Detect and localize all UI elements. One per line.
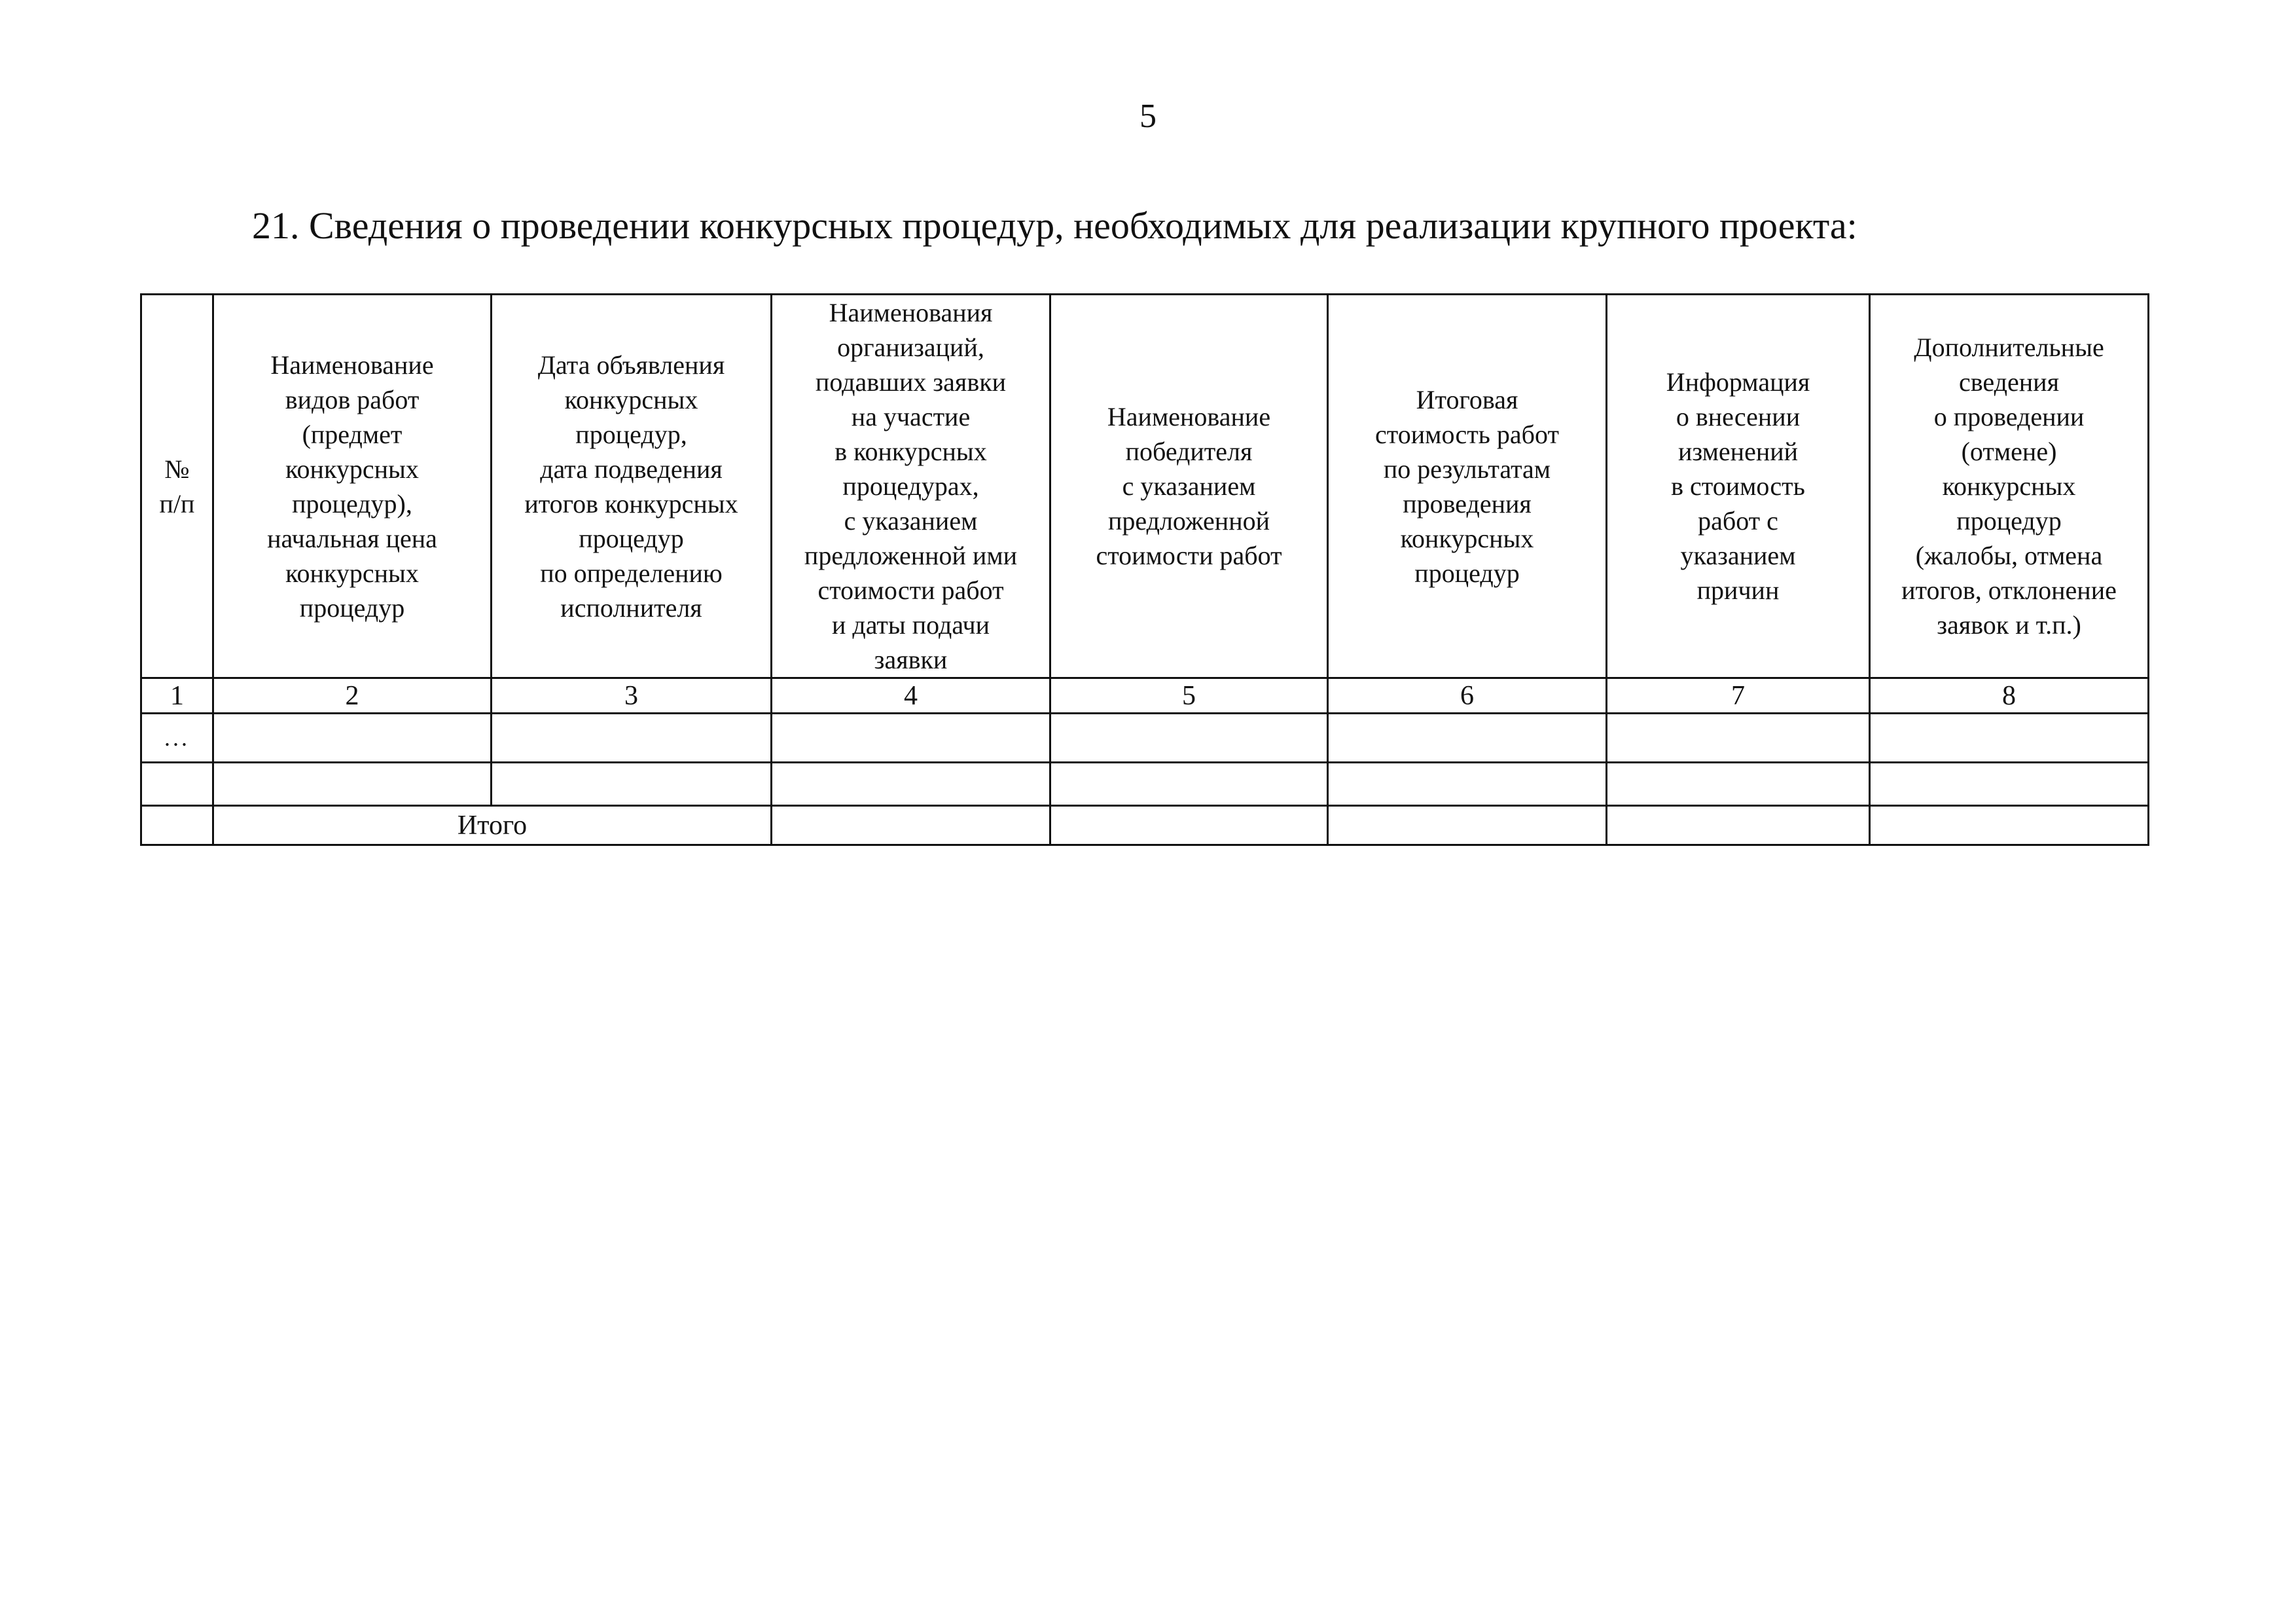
header-line: процедур bbox=[299, 593, 405, 623]
column-number: 7 bbox=[1607, 678, 1870, 714]
header-text-2 bbox=[218, 348, 486, 625]
header-line: конкурсных bbox=[1400, 523, 1534, 553]
table-cell bbox=[1870, 714, 2149, 763]
header-line: с указанием bbox=[1122, 471, 1256, 501]
header-line: конкурсных bbox=[285, 558, 419, 588]
header-line: Дополнительные bbox=[1914, 333, 2104, 362]
header-line: работ с bbox=[1698, 506, 1778, 536]
header-line: процедур bbox=[579, 523, 684, 553]
total-row bbox=[141, 806, 2149, 845]
table-cell bbox=[492, 714, 772, 763]
header-line: Наименование bbox=[270, 350, 434, 380]
column-number: 6 bbox=[1328, 678, 1607, 714]
header-cell-8 bbox=[1870, 295, 2149, 678]
header-line: победителя bbox=[1125, 437, 1253, 466]
header-line: стоимости работ bbox=[1096, 541, 1282, 570]
procedures-table bbox=[140, 293, 2149, 846]
header-line: процедур bbox=[1414, 558, 1520, 588]
table-cell bbox=[772, 714, 1050, 763]
header-line: начальная цена bbox=[267, 523, 437, 553]
header-line: процедур bbox=[1956, 506, 2062, 536]
header-line: стоимости работ bbox=[817, 575, 1004, 605]
header-line: видов работ bbox=[285, 384, 420, 414]
header-line: проведения bbox=[1403, 488, 1532, 519]
table-cell bbox=[772, 763, 1050, 806]
ellipsis-cell: ... bbox=[141, 714, 213, 763]
header-line: изменений bbox=[1677, 437, 1799, 466]
header-line: на участие bbox=[851, 402, 971, 431]
header-line: указанием bbox=[1680, 541, 1796, 570]
table-cell bbox=[141, 763, 213, 806]
header-cell-1 bbox=[141, 295, 213, 678]
header-line: процедур), bbox=[292, 488, 412, 519]
header-line: по определению bbox=[540, 558, 723, 588]
header-line: заявки bbox=[874, 645, 948, 674]
header-cell-5 bbox=[1050, 295, 1328, 678]
header-line: с указанием bbox=[844, 506, 978, 536]
section-heading: 21. Сведения о проведении конкурсных процедур, необходимых для реализации крупного проекта: bbox=[252, 204, 1857, 247]
table-cell bbox=[1050, 806, 1328, 845]
header-line: Наименования bbox=[829, 298, 993, 327]
header-line: итогов, отклонение bbox=[1901, 575, 2117, 605]
header-row bbox=[141, 295, 2149, 678]
header-line: Информация bbox=[1666, 367, 1810, 397]
header-line: в стоимость bbox=[1671, 471, 1805, 501]
header-text-7 bbox=[1611, 365, 1865, 608]
header-text-5 bbox=[1055, 399, 1323, 573]
table-row bbox=[141, 763, 2149, 806]
header-line: (отмене) bbox=[1961, 437, 2057, 466]
table-cell bbox=[1328, 806, 1607, 845]
column-number: 3 bbox=[492, 678, 772, 714]
table-cell bbox=[1870, 806, 2149, 845]
header-cell-7 bbox=[1607, 295, 1870, 678]
header-line: Наименование bbox=[1107, 402, 1271, 431]
header-cell-4 bbox=[772, 295, 1050, 678]
header-line: подавших заявки bbox=[815, 367, 1007, 397]
header-cell-6 bbox=[1328, 295, 1607, 678]
table-cell bbox=[492, 763, 772, 806]
header-text-1 bbox=[146, 452, 208, 521]
header-line: заявок и т.п.) bbox=[1937, 610, 2081, 640]
header-line: сведения bbox=[1959, 367, 2059, 397]
header-text-6 bbox=[1333, 382, 1602, 591]
column-number: 2 bbox=[213, 678, 492, 714]
header-text-4 bbox=[776, 295, 1045, 677]
header-line: о проведении bbox=[1933, 402, 2085, 431]
header-line: причин bbox=[1696, 575, 1780, 605]
header-line: о внесении bbox=[1676, 402, 1801, 431]
header-cell-3 bbox=[492, 295, 772, 678]
header-line: процедурах, bbox=[842, 471, 979, 501]
header-line: Дата объявления bbox=[537, 350, 725, 380]
header-line: конкурсных bbox=[285, 454, 419, 484]
column-number-row bbox=[141, 678, 2149, 714]
table-cell bbox=[213, 714, 492, 763]
table-cell bbox=[1328, 763, 1607, 806]
table-cell bbox=[213, 763, 492, 806]
header-line: Итоговая bbox=[1416, 384, 1518, 414]
header-line: предложенной bbox=[1107, 506, 1270, 536]
total-label: Итого bbox=[213, 806, 772, 845]
header-line: (предмет bbox=[302, 419, 403, 449]
header-line: стоимость работ bbox=[1375, 419, 1559, 449]
header-line: итогов конкурсных bbox=[524, 488, 738, 519]
table-cell bbox=[1050, 714, 1328, 763]
header-line: конкурсных bbox=[1942, 471, 2076, 501]
column-number: 4 bbox=[772, 678, 1050, 714]
table-cell bbox=[1607, 806, 1870, 845]
header-line: № bbox=[164, 454, 190, 484]
table-cell bbox=[1607, 763, 1870, 806]
header-line: по результатам bbox=[1383, 454, 1551, 484]
table-cell bbox=[1328, 714, 1607, 763]
column-number: 5 bbox=[1050, 678, 1328, 714]
column-number: 1 bbox=[141, 678, 213, 714]
header-text-3 bbox=[496, 348, 766, 625]
column-number: 8 bbox=[1870, 678, 2149, 714]
header-line: предложенной ими bbox=[804, 541, 1018, 570]
table-cell bbox=[141, 806, 213, 845]
header-line: п/п bbox=[159, 488, 195, 519]
header-line: в конкурсных bbox=[834, 437, 987, 466]
header-text-8 bbox=[1874, 330, 2144, 642]
table-cell bbox=[1050, 763, 1328, 806]
header-line: организаций, bbox=[837, 333, 984, 362]
header-cell-2 bbox=[213, 295, 492, 678]
header-line: и даты подачи bbox=[831, 610, 990, 640]
table-cell bbox=[1870, 763, 2149, 806]
header-line: дата подведения bbox=[540, 454, 723, 484]
page-number: 5 bbox=[1139, 98, 1157, 135]
header-line: конкурсных bbox=[564, 384, 698, 414]
table-cell bbox=[772, 806, 1050, 845]
table-row bbox=[141, 714, 2149, 763]
table-cell bbox=[1607, 714, 1870, 763]
header-line: (жалобы, отмена bbox=[1915, 541, 2103, 570]
header-line: исполнителя bbox=[560, 593, 702, 623]
header-line: процедур, bbox=[575, 419, 687, 449]
